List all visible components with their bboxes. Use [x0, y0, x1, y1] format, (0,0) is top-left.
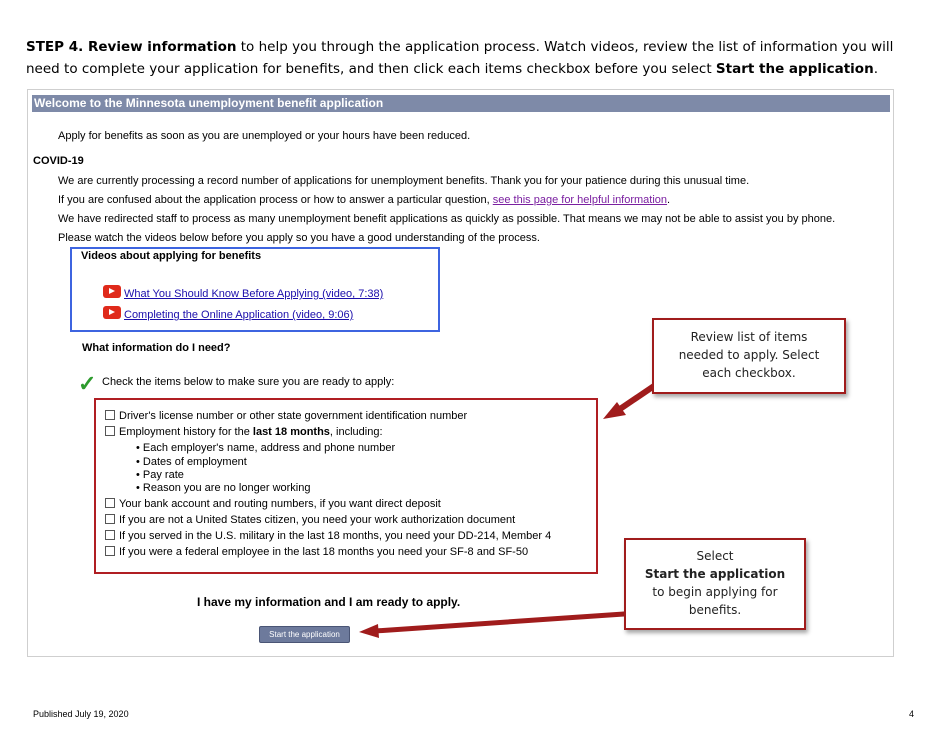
checkmark-icon: ✓ [78, 371, 97, 396]
checklist-item-suffix: , including: [329, 426, 383, 438]
covid-line-4: Please watch the videos below before you apply so you have a good understanding of the process. [58, 232, 540, 244]
arrow-to-checklist [620, 386, 654, 409]
published-date: Published July 19, 2020 [33, 709, 129, 719]
review-callout-text: Review list of items needed to apply. Select each checkbox. [678, 330, 820, 380]
covid-line-2-text: If you are confused about the application process or how to answer a particular question, [58, 194, 493, 206]
covid-heading: COVID-19 [33, 155, 84, 167]
employment-detail: • Reason you are no longer working [136, 482, 311, 494]
employment-detail: • Dates of employment [136, 456, 247, 468]
checklist-item-label: If you served in the U.S. military in the last 18 months, you need your DD-214, Member 4 [119, 530, 552, 542]
step-text: to help you through the application process. Watch videos, review the list of information you will need to complete your application for benefits, and then click each items checkbox before you select [26, 39, 894, 77]
arrow-head-start-button [359, 624, 379, 638]
step-end: . [873, 61, 878, 77]
select-callout [624, 538, 806, 630]
check-intro: Check the items below to make sure you are ready to apply: [102, 376, 395, 388]
review-callout [652, 318, 846, 394]
application-header: Welcome to the Minnesota unemployment benefit application [32, 95, 890, 112]
checklist-item-label: If you are not a United States citizen, you need your work authorization document [119, 514, 516, 526]
video-link-before-applying[interactable]: What You Should Know Before Applying (video, 7:38) [124, 288, 384, 300]
select-callout-emphasis: Start the application [644, 567, 786, 581]
employment-detail: • Pay rate [136, 469, 184, 481]
covid-line-2-end: . [667, 194, 671, 206]
step-emphasis: Start the application [715, 61, 874, 77]
employment-detail-text: Pay rate [142, 469, 184, 481]
checklist-item-label: Your bank account and routing numbers, if you want direct deposit [119, 498, 441, 510]
employment-detail-text: Dates of employment [142, 456, 247, 468]
helpful-info-link[interactable]: see this page for helpful information [492, 194, 668, 206]
video-link-online-application[interactable]: Completing the Online Application (video, 9:06) [124, 309, 354, 321]
employment-detail-text: Reason you are no longer working [142, 482, 311, 494]
info-heading: What information do I need? [82, 342, 231, 354]
checklist-item-label: Employment history for the [119, 426, 253, 438]
start-application-button[interactable]: Start the application [259, 626, 350, 643]
intro-text: Apply for benefits as soon as you are unemployed or your hours have been reduced. [58, 130, 471, 142]
videos-heading: Videos about applying for benefits [81, 250, 262, 262]
covid-line-3: We have redirected staff to process as many unemployment benefit applications as quickly as possible. That means we may not be able to assist you by phone. [58, 213, 836, 225]
checklist-item-label: Driver's license number or other state government identification number [119, 410, 468, 422]
select-callout-suffix: to begin applying for benefits. [652, 585, 778, 617]
ready-text: I have my information and I am ready to apply. [197, 595, 461, 609]
arrow-to-start-button [375, 614, 624, 631]
employment-detail-text: Each employer's name, address and phone number [142, 442, 396, 454]
checklist-item-emphasis: last 18 months [252, 426, 330, 438]
employment-detail: • Each employer's name, address and phone number [136, 442, 396, 454]
page-number: 4 [909, 709, 915, 719]
covid-line-1: We are currently processing a record number of applications for unemployment benefits. Thank you for your patience during this unusual time. [58, 175, 750, 187]
step-title: STEP 4. Review information [26, 39, 237, 55]
checklist-item-label: If you were a federal employee in the last 18 months you need your SF-8 and SF-50 [119, 546, 529, 558]
select-callout-prefix: Select [696, 549, 734, 563]
